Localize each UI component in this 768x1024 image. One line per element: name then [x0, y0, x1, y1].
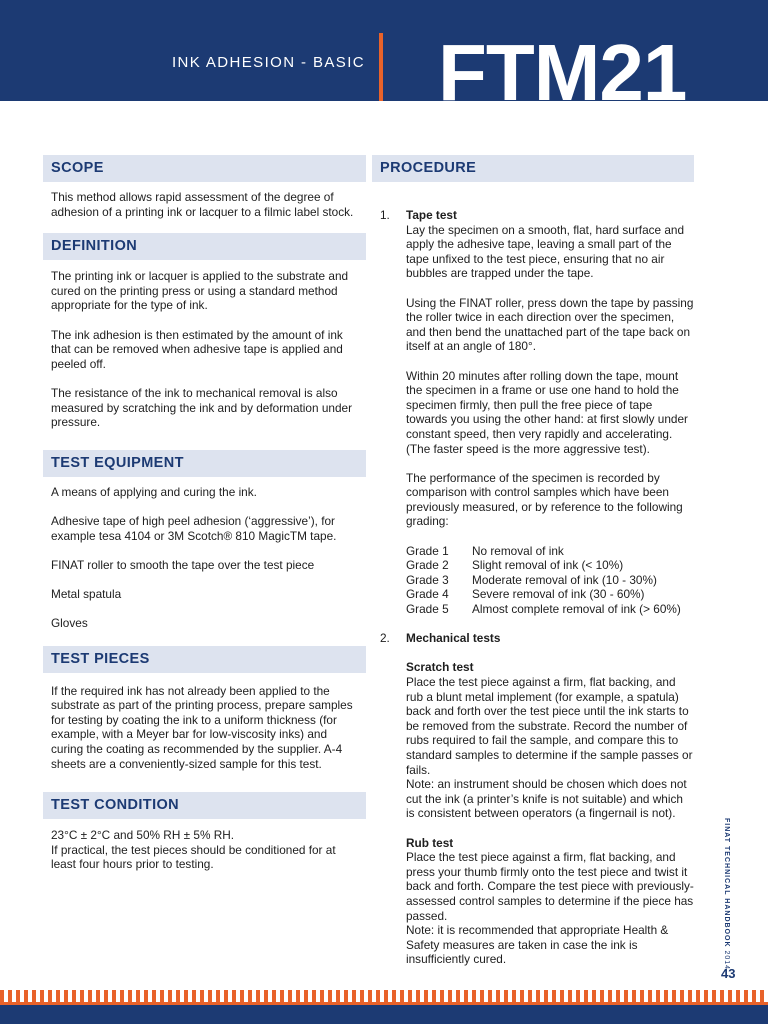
- page-footer: [0, 990, 768, 1024]
- footer-stripe-pattern: [0, 990, 768, 1002]
- method-code: FTM21: [438, 28, 687, 101]
- grade-label: Grade 2: [406, 558, 449, 573]
- definition-paragraph: The printing ink or lacquer is applied to the substrate and cured on the printing press or using a standard method appropriate for the type of ink.: [51, 269, 349, 313]
- grade-description: Moderate removal of ink (10 - 30%): [472, 572, 657, 587]
- pieces-text: If the required ink has not already been applied to the substrate as part of the printing process, prepare samples for testing by coating the ink to a uniform thickness (for example, with a Meyer bar for low-viscosity inks) and curing the coating as recommended by the supplier. A-4 sheets are a conveniently-sized sample for this test.: [51, 683, 353, 771]
- equipment-item: A means of applying and curing the ink.: [51, 484, 257, 499]
- condition-heading: TEST CONDITION: [43, 792, 366, 819]
- equipment-body: [43, 477, 366, 631]
- grade-row: [406, 544, 694, 559]
- equipment-item: Gloves: [51, 616, 88, 631]
- handbook-label: [723, 818, 730, 971]
- right-column: [372, 155, 694, 967]
- footer-stripe-line: [0, 1002, 768, 1005]
- grade-label: Grade 4: [406, 587, 449, 602]
- step-paragraph: Within 20 minutes after rolling down the tape, mount the specimen in a frame or use one hand to hold the specimen firmly, then pull the free piece of tape towards you using the other hand: at first slowly under constant speed, then very rapidly and accelerating. (The faster speed is the more aggressive test).: [406, 368, 688, 456]
- condition-line: If practical, the test pieces should be conditioned for at least four hours prior to testing.: [51, 842, 336, 872]
- definition-paragraph: The resistance of the ink to mechanical removal is also measured by scratching the ink and by deformation under pressure.: [51, 385, 352, 430]
- procedure-heading: PROCEDURE: [372, 155, 694, 182]
- grade-label: Grade 1: [406, 543, 449, 558]
- step-title: Mechanical tests: [406, 631, 501, 646]
- grading-list: [406, 544, 694, 617]
- grade-description: No removal of ink: [472, 543, 564, 558]
- grade-description: Almost complete removal of ink (> 60%): [472, 602, 681, 617]
- definition-paragraph: The ink adhesion is then estimated by the amount of ink that can be removed when adhesive tape is applied and peeled off.: [51, 327, 343, 371]
- equipment-heading: TEST EQUIPMENT: [43, 450, 366, 477]
- rub-test-note: Note: it is recommended that appropriate Health & Safety measures are taken in case the ink is insufficiently cured.: [406, 923, 669, 967]
- grade-row: [406, 558, 694, 573]
- step-paragraph: Lay the specimen on a smooth, flat, hard surface and apply the adhesive tape, leaving a small part of the tape unfixed to the test piece, ensuring that no air bubbles are trapped under the tape.: [406, 222, 685, 281]
- step-content: [406, 631, 694, 967]
- equipment-item: Adhesive tape of high peel adhesion (‘aggressive’), for example tesa 4104 or 3M Scotch® 810 MagicTM tape.: [51, 513, 337, 543]
- handbook-title: FINAT TECHNICAL HANDBOOK: [723, 818, 730, 948]
- scope-body: [43, 182, 366, 219]
- left-column: [43, 155, 366, 872]
- scratch-test-text: Place the test piece against a firm, flat backing, and rub a blunt metal implement (for example, a spatula) back and forth over the test piece until the ink starts to be removed from the substrate. Record the number of rubs required to fail the sample, and compare this to standard samples to determine if the sample passes or fails.: [406, 675, 693, 777]
- header-divider: [379, 33, 383, 101]
- definition-heading: DEFINITION: [43, 233, 366, 260]
- method-subtitle: INK ADHESION - BASIC: [171, 54, 365, 71]
- page-number: 43: [721, 966, 736, 981]
- scratch-test-title: Scratch test: [406, 660, 474, 675]
- grade-row: [406, 602, 694, 617]
- step-number: 1.: [380, 208, 390, 222]
- page-header: [0, 0, 768, 101]
- condition-body: [43, 819, 366, 872]
- grade-description: Severe removal of ink (30 - 60%): [472, 587, 645, 602]
- definition-body: [43, 260, 366, 430]
- grade-row: [406, 573, 694, 588]
- scope-heading: SCOPE: [43, 155, 366, 182]
- scratch-test-note: Note: an instrument should be chosen which does not cut the ink (a printer’s knife is not suitable) and which is consistent between operators (a fingernail is not).: [406, 777, 687, 821]
- pieces-body: [43, 673, 366, 772]
- grade-row: [406, 587, 694, 602]
- step-title: Tape test: [406, 208, 457, 222]
- grade-label: Grade 5: [406, 602, 449, 617]
- step-number: 2.: [380, 631, 390, 646]
- procedure-body: [372, 182, 694, 967]
- pieces-heading: TEST PIECES: [43, 646, 366, 673]
- scope-text: This method allows rapid assessment of the degree of adhesion of a printing ink or lacquer to a filmic label stock.: [51, 190, 354, 219]
- procedure-step-2: [380, 631, 694, 967]
- step-content: [406, 208, 694, 631]
- step-paragraph: Using the FINAT roller, press down the tape by passing the roller twice in each direction over the specimen, and then bend the unattached part of the tape back on itself at an angle of 180°.: [406, 295, 694, 354]
- procedure-step-1: [380, 208, 694, 631]
- rub-test-text: Place the test piece against a firm, flat backing, and press your thumb firmly onto the test piece and twist it back and forth. Compare the test piece with previously-assessed control samples to determine if the piece has passed.: [406, 850, 694, 923]
- equipment-item: Metal spatula: [51, 586, 122, 601]
- grade-label: Grade 3: [406, 572, 449, 587]
- handbook-year: 2014: [723, 950, 730, 971]
- grade-description: Slight removal of ink (< 10%): [472, 558, 624, 573]
- step-paragraph: The performance of the specimen is recorded by comparison with control samples which have been previously measured, or by reference to the following grading:: [406, 470, 683, 529]
- rub-test-title: Rub test: [406, 835, 454, 850]
- equipment-item: FINAT roller to smooth the tape over the test piece: [51, 557, 315, 572]
- condition-line: 23°C ± 2°C and 50% RH ± 5% RH.: [51, 828, 235, 843]
